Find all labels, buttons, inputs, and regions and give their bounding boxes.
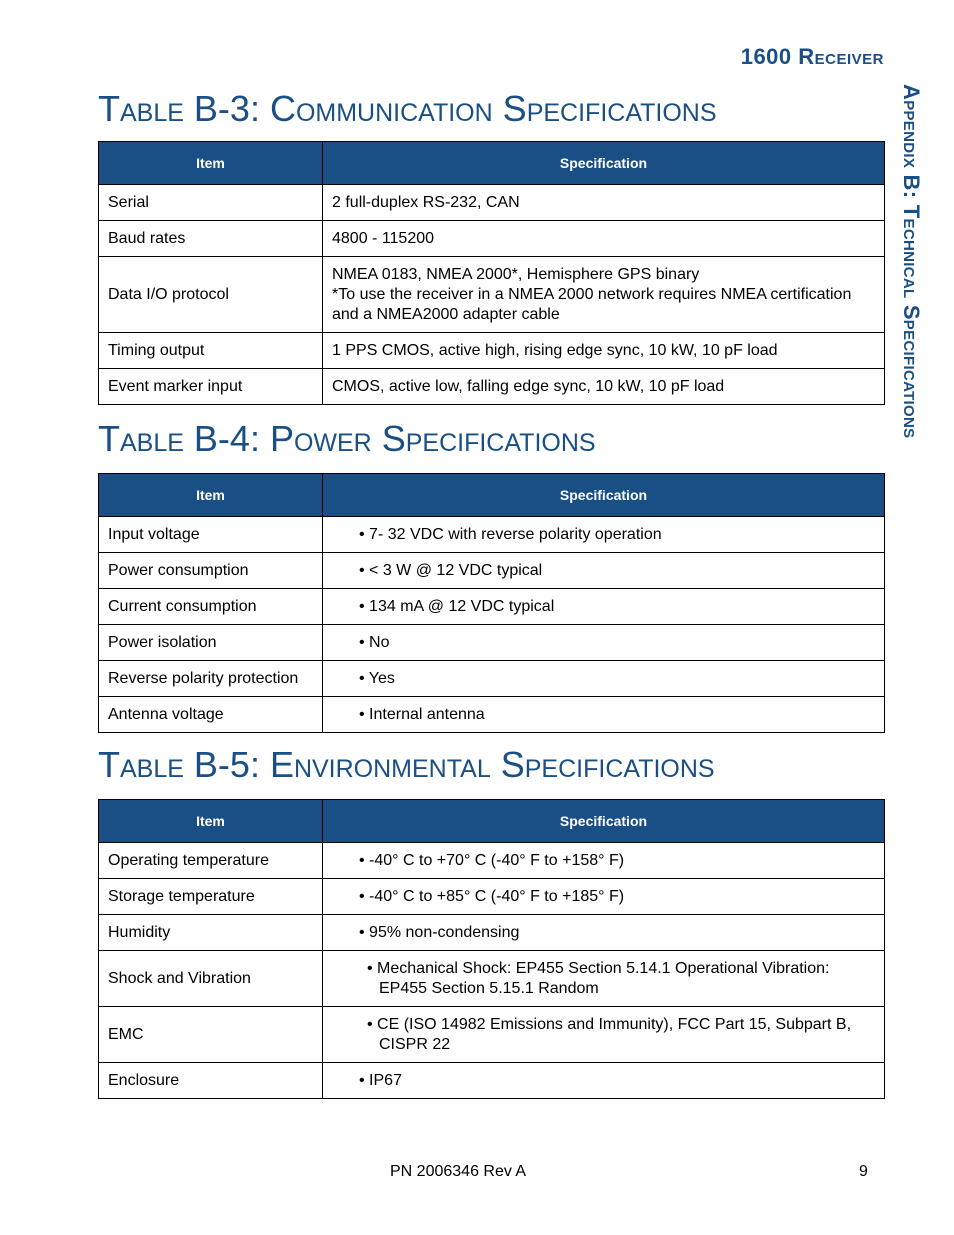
- item-cell: EMC: [99, 1007, 323, 1063]
- item-cell: Timing output: [99, 333, 323, 369]
- table-row: [99, 333, 885, 369]
- table-row: [99, 843, 885, 879]
- item-cell: Enclosure: [99, 1063, 323, 1099]
- spec-cell: • 7- 32 VDC with reverse polarity operation: [323, 517, 885, 553]
- spec-cell: [323, 951, 885, 1007]
- column-header-specification: Specification: [323, 474, 885, 517]
- column-header-item: Item: [99, 474, 323, 517]
- item-cell: Antenna voltage: [99, 697, 323, 733]
- item-cell: Shock and Vibration: [99, 951, 323, 1007]
- communication-specs-table: [98, 141, 885, 405]
- table-header-row: [99, 142, 885, 185]
- table-b4-title: Table B-4: Power Specifications: [98, 418, 596, 459]
- item-cell: Power isolation: [99, 625, 323, 661]
- spec-cell: • -40° C to +70° C (-40° F to +158° F): [323, 843, 885, 879]
- spec-cell: • No: [323, 625, 885, 661]
- item-cell: Event marker input: [99, 369, 323, 405]
- table-row: [99, 185, 885, 221]
- spec-bullet-text: • CE (ISO 14982 Emissions and Immunity), FCC Part 15, Subpart B, CISPR 22: [367, 1015, 852, 1053]
- table-row: [99, 697, 885, 733]
- spec-cell: CMOS, active low, falling edge sync, 10 kW, 10 pF load: [323, 369, 885, 405]
- table-row: [99, 915, 885, 951]
- table-row: [99, 257, 885, 333]
- table-row: [99, 625, 885, 661]
- side-tab: [900, 84, 924, 644]
- table-row: [99, 369, 885, 405]
- item-cell: Humidity: [99, 915, 323, 951]
- table-row: [99, 553, 885, 589]
- table-row: [99, 951, 885, 1007]
- spec-cell: 4800 - 115200: [323, 221, 885, 257]
- table-row: [99, 221, 885, 257]
- column-header-item: Item: [99, 142, 323, 185]
- table-row: [99, 1063, 885, 1099]
- spec-line: NMEA 0183, NMEA 2000*, Hemisphere GPS binary: [332, 265, 700, 283]
- table-header-row: [99, 800, 885, 843]
- spec-cell: 1 PPS CMOS, active high, rising edge sync, 10 kW, 10 pF load: [323, 333, 885, 369]
- item-cell: Input voltage: [99, 517, 323, 553]
- power-specs-table: [98, 473, 885, 733]
- table-row: [99, 589, 885, 625]
- spec-cell: • < 3 W @ 12 VDC typical: [323, 553, 885, 589]
- item-cell: Operating temperature: [99, 843, 323, 879]
- spec-cell: [323, 1007, 885, 1063]
- spec-cell: • IP67: [323, 1063, 885, 1099]
- table-row: [99, 879, 885, 915]
- item-cell: Current consumption: [99, 589, 323, 625]
- column-header-item: Item: [99, 800, 323, 843]
- item-cell: Reverse polarity protection: [99, 661, 323, 697]
- spec-cell: 2 full-duplex RS-232, CAN: [323, 185, 885, 221]
- item-cell: Power consumption: [99, 553, 323, 589]
- side-tab-label: Appendix B: Technical Specifications: [899, 84, 924, 439]
- item-cell: Baud rates: [99, 221, 323, 257]
- part-number: PN 2006346 Rev A: [390, 1163, 527, 1180]
- spec-cell: [323, 257, 885, 333]
- column-header-specification: Specification: [323, 800, 885, 843]
- spec-bullet-text: • Mechanical Shock: EP455 Section 5.14.1 Operational Vibration: EP455 Section 5.15.1 Random: [367, 959, 830, 997]
- item-cell: Serial: [99, 185, 323, 221]
- spec-cell: • Yes: [323, 661, 885, 697]
- spec-cell: • 95% non-condensing: [323, 915, 885, 951]
- spec-note: *To use the receiver in a NMEA 2000 network requires NMEA certification and a NMEA2000 adapter cable: [332, 285, 852, 323]
- column-header-specification: Specification: [323, 142, 885, 185]
- page-number: 9: [859, 1163, 868, 1180]
- spec-cell: • -40° C to +85° C (-40° F to +185° F): [323, 879, 885, 915]
- table-row: [99, 661, 885, 697]
- table-header-row: [99, 474, 885, 517]
- spec-cell: • Internal antenna: [323, 697, 885, 733]
- item-cell: Data I/O protocol: [99, 257, 323, 333]
- table-row: [99, 1007, 885, 1063]
- spec-cell: • 134 mA @ 12 VDC typical: [323, 589, 885, 625]
- table-row: [99, 517, 885, 553]
- table-b3-title: Table B-3: Communication Specifications: [98, 88, 717, 129]
- item-cell: Storage temperature: [99, 879, 323, 915]
- table-b5-title: Table B-5: Environmental Specifications: [98, 744, 715, 785]
- environmental-specs-table: [98, 799, 885, 1099]
- running-title: 1600 Receiver: [740, 44, 884, 69]
